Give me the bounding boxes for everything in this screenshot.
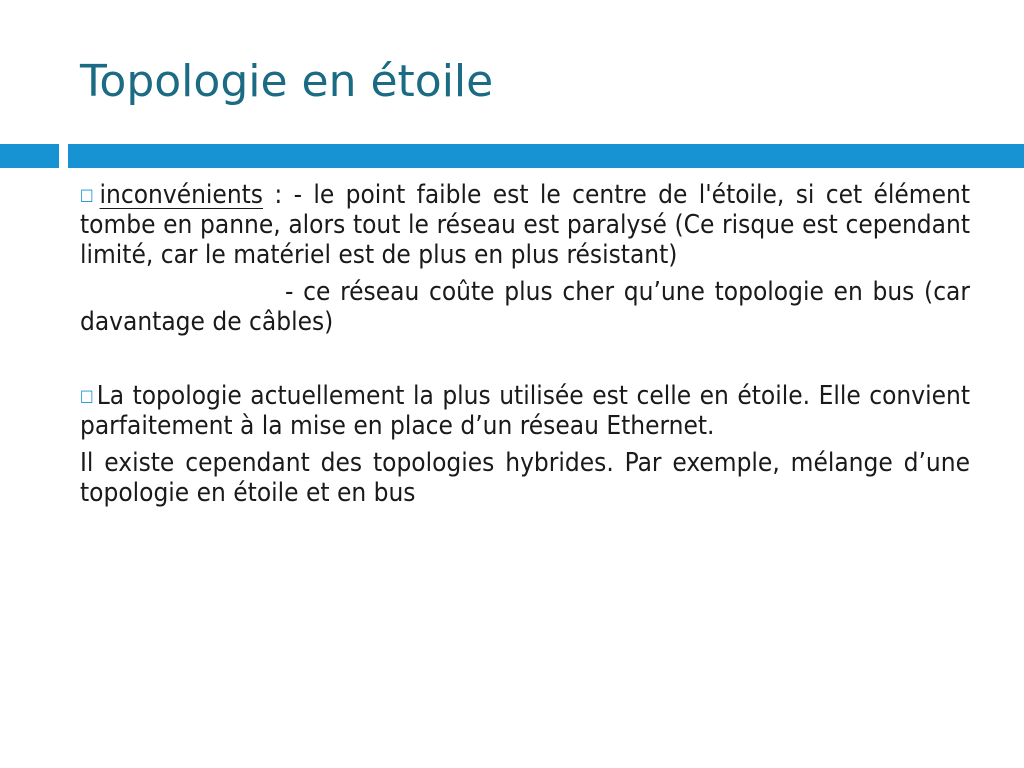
paragraph-spacer (80, 337, 970, 381)
accent-bar-left (0, 144, 59, 168)
bullet-paragraph-usage (80, 381, 970, 441)
accent-bar-right (68, 144, 1024, 168)
slide-body (80, 180, 970, 508)
drawbacks-keyword: inconvénients (99, 180, 263, 210)
hollow-square-bullet-icon: □ (80, 386, 95, 405)
drawbacks-cost-paragraph: - ce réseau coûte plus cher qu’une topologie en bus (car davantage de câbles) (80, 277, 970, 337)
hybrid-paragraph: Il existe cependant des topologies hybrides. Par exemple, mélange d’une topologie en étoile et en bus (80, 448, 970, 508)
slide-title: Topologie en étoile (80, 56, 494, 107)
drawbacks-text: : - le point faible est le centre de l'étoile, si cet élément tombe en panne, alors tout le réseau est paralysé (Ce risque est cependant limité, car le matériel est de plus en plus résistant) (80, 180, 970, 270)
usage-text: La topologie actuellement la plus utilisée est celle en étoile. Elle convient parfaitement à la mise en place d’un réseau Ethernet. (80, 381, 970, 441)
hollow-square-bullet-icon: □ (80, 185, 98, 204)
bullet-paragraph-drawbacks (80, 180, 970, 270)
